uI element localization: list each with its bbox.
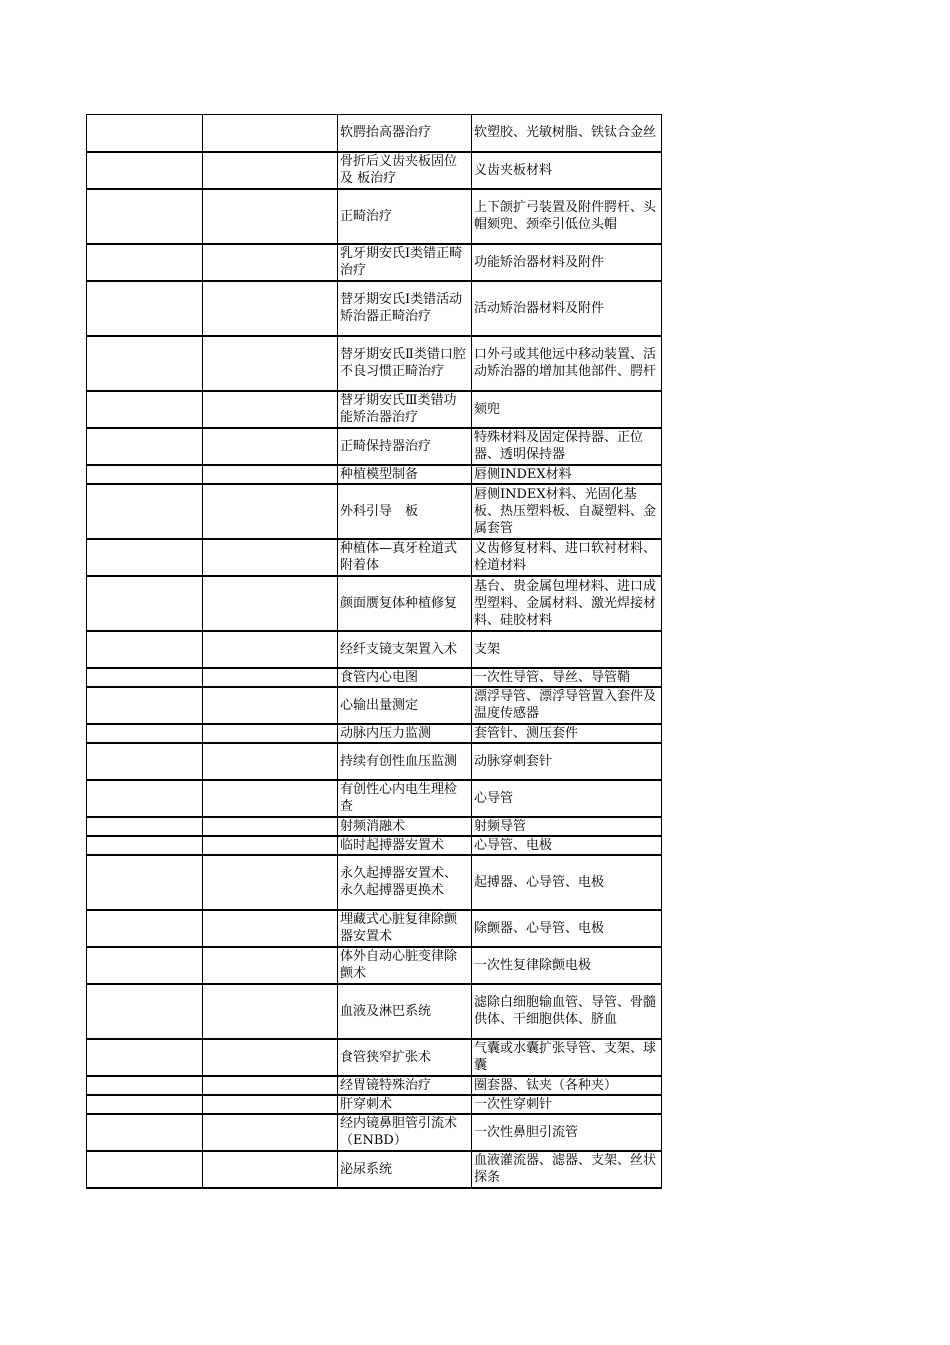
material-cell — [472, 947, 662, 984]
table-row — [87, 1114, 662, 1151]
item-name-text: 乳牙期安氏Ⅰ类错正畸治疗 — [340, 246, 463, 278]
item-name-text: 肝穿刺术 — [340, 1096, 393, 1112]
material-text: 起搏器、心导管、电极 — [474, 874, 605, 890]
blank-cell — [87, 817, 203, 836]
material-text: 口外弓或其他远中移动装置、活动矫治器的增加其他部件、腭杆 — [474, 347, 657, 379]
blank-cell — [87, 984, 203, 1039]
table-row — [87, 336, 662, 391]
item-name-cell — [338, 780, 472, 817]
table-row — [87, 817, 662, 836]
blank-cell — [203, 428, 338, 465]
table-row — [87, 780, 662, 817]
table-row — [87, 984, 662, 1039]
blank-cell — [203, 152, 338, 189]
blank-cell — [87, 189, 203, 244]
material-cell — [472, 281, 662, 336]
fee-item-table — [86, 114, 662, 1189]
blank-cell — [203, 724, 338, 743]
blank-cell — [203, 465, 338, 484]
material-cell — [472, 484, 662, 539]
material-cell — [472, 465, 662, 484]
item-name-text: 动脉内压力监测 — [340, 725, 432, 741]
item-name-text: 心输出量测定 — [340, 697, 419, 713]
blank-cell — [87, 152, 203, 189]
material-cell — [472, 1151, 662, 1188]
item-name-text: 食管狭窄扩张术 — [340, 1049, 432, 1065]
item-name-cell — [338, 743, 472, 780]
item-name-cell — [338, 152, 472, 189]
material-text: 上下颌扩弓装置及附件腭杆、头帽颏兜、颈牵引低位头帽 — [474, 200, 657, 232]
blank-cell — [87, 465, 203, 484]
material-text: 一次性复律除颤电极 — [474, 957, 592, 973]
blank-cell — [87, 668, 203, 687]
blank-cell — [87, 1114, 203, 1151]
material-cell — [472, 817, 662, 836]
material-cell — [472, 836, 662, 855]
material-cell — [472, 855, 662, 910]
blank-cell — [203, 984, 338, 1039]
table-body — [87, 115, 662, 1188]
blank-cell — [203, 780, 338, 817]
material-text: 除颤器、心导管、电极 — [474, 920, 605, 936]
item-name-cell — [338, 687, 472, 724]
blank-cell — [203, 631, 338, 668]
item-name-cell — [338, 391, 472, 428]
item-name-text: 经胃镜特殊治疗 — [340, 1077, 432, 1093]
item-name-text: 经内镜鼻胆管引流术（ENBD） — [340, 1116, 458, 1148]
item-name-text: 食管内心电图 — [340, 669, 419, 685]
blank-cell — [87, 428, 203, 465]
material-cell — [472, 668, 662, 687]
item-name-cell — [338, 189, 472, 244]
item-name-cell — [338, 1114, 472, 1151]
item-name-text: 有创性心内电生理检查 — [340, 782, 458, 814]
material-text: 义齿夹板材料 — [474, 162, 553, 178]
blank-cell — [203, 836, 338, 855]
item-name-cell — [338, 947, 472, 984]
blank-cell — [203, 1095, 338, 1114]
blank-cell — [87, 780, 203, 817]
table-row — [87, 1151, 662, 1188]
item-name-cell — [338, 244, 472, 281]
blank-cell — [87, 836, 203, 855]
item-name-text: 骨折后义齿夹板固位及 板治疗 — [340, 154, 458, 186]
table-row — [87, 539, 662, 576]
item-name-cell — [338, 984, 472, 1039]
item-name-cell — [338, 1151, 472, 1188]
material-cell — [472, 115, 662, 152]
material-cell — [472, 724, 662, 743]
item-name-cell — [338, 910, 472, 947]
item-name-cell — [338, 576, 472, 631]
item-name-cell — [338, 631, 472, 668]
material-cell — [472, 910, 662, 947]
item-name-text: 血液及淋巴系统 — [340, 1003, 432, 1019]
item-name-text: 埋藏式心脏复律除颤器安置术 — [340, 912, 458, 944]
blank-cell — [87, 391, 203, 428]
material-text: 特殊材料及固定保持器、正位器、透明保持器 — [474, 430, 644, 462]
blank-cell — [203, 1076, 338, 1095]
item-name-text: 经纤支镜支架置入术 — [340, 641, 458, 657]
material-text: 一次性鼻胆引流管 — [474, 1124, 579, 1140]
blank-cell — [203, 1114, 338, 1151]
table-row — [87, 244, 662, 281]
material-text: 动脉穿刺套针 — [474, 753, 553, 769]
blank-cell — [203, 391, 338, 428]
material-text: 漂浮导管、漂浮导管置入套件及温度传感器 — [474, 689, 657, 721]
table-row — [87, 668, 662, 687]
material-cell — [472, 428, 662, 465]
table-row — [87, 391, 662, 428]
material-text: 基台、贵金属包埋材料、进口成型塑料、金属材料、激光焊接材料、硅胶材料 — [474, 578, 657, 628]
material-cell — [472, 743, 662, 780]
material-cell — [472, 189, 662, 244]
blank-cell — [87, 576, 203, 631]
material-text: 血液灌流器、滤器、支架、丝状探条 — [474, 1153, 657, 1185]
blank-cell — [87, 855, 203, 910]
material-text: 功能矫治器材料及附件 — [474, 254, 605, 270]
item-name-text: 颜面赝复体种植修复 — [340, 595, 458, 611]
item-name-cell — [338, 465, 472, 484]
item-name-text: 替牙期安氏Ⅱ类错口腔不良习惯正畸治疗 — [340, 347, 466, 379]
material-text: 一次性穿刺针 — [474, 1096, 553, 1112]
material-text: 滤除白细胞输血管、导管、骨髓供体、干细胞供体、脐血 — [474, 995, 657, 1027]
item-name-cell — [338, 281, 472, 336]
blank-cell — [203, 115, 338, 152]
material-cell — [472, 1039, 662, 1076]
table-row — [87, 910, 662, 947]
item-name-cell — [338, 1076, 472, 1095]
item-name-cell — [338, 836, 472, 855]
material-cell — [472, 539, 662, 576]
item-name-cell — [338, 115, 472, 152]
item-name-text: 永久起搏器安置术、永久起搏器更换术 — [340, 866, 458, 898]
blank-cell — [87, 484, 203, 539]
material-text: 颏兜 — [474, 401, 501, 417]
blank-cell — [87, 687, 203, 724]
table-row — [87, 743, 662, 780]
item-name-text: 临时起搏器安置术 — [340, 837, 445, 853]
item-name-cell — [338, 336, 472, 391]
material-cell — [472, 687, 662, 724]
item-name-cell — [338, 855, 472, 910]
material-cell — [472, 1076, 662, 1095]
item-name-cell — [338, 1095, 472, 1114]
item-name-text: 外科引导 板 — [340, 503, 419, 519]
blank-cell — [203, 855, 338, 910]
blank-cell — [203, 484, 338, 539]
blank-cell — [87, 743, 203, 780]
material-cell — [472, 576, 662, 631]
table-row — [87, 631, 662, 668]
material-text: 软塑胶、光敏树脂、铁钛合金丝 — [474, 125, 657, 141]
material-text: 唇侧INDEX材料、光固化基板、热压塑料板、自凝塑料、金属套管 — [474, 486, 657, 536]
table-row — [87, 1039, 662, 1076]
blank-cell — [87, 539, 203, 576]
item-name-text: 种植模型制备 — [340, 466, 419, 482]
item-name-cell — [338, 428, 472, 465]
item-name-text: 正畸治疗 — [340, 208, 393, 224]
blank-cell — [87, 281, 203, 336]
item-name-text: 替牙期安氏Ⅰ类错活动矫治器正畸治疗 — [340, 292, 463, 324]
blank-cell — [87, 631, 203, 668]
table-row — [87, 428, 662, 465]
blank-cell — [87, 1151, 203, 1188]
item-name-cell — [338, 668, 472, 687]
material-text: 活动矫治器材料及附件 — [474, 300, 605, 316]
blank-cell — [203, 947, 338, 984]
table-row — [87, 687, 662, 724]
blank-cell — [203, 576, 338, 631]
blank-cell — [203, 189, 338, 244]
material-cell — [472, 1114, 662, 1151]
material-text: 心导管 — [474, 790, 514, 806]
material-text: 圈套器、钛夹（各种夹） — [474, 1077, 618, 1093]
blank-cell — [203, 817, 338, 836]
item-name-cell — [338, 1039, 472, 1076]
item-name-text: 持续有创性血压监测 — [340, 753, 458, 769]
material-text: 唇侧INDEX材料 — [474, 466, 572, 482]
table-row — [87, 1095, 662, 1114]
item-name-text: 射频消融术 — [340, 818, 406, 834]
item-name-text: 正畸保持器治疗 — [340, 438, 432, 454]
table-row — [87, 836, 662, 855]
material-text: 心导管、电极 — [474, 837, 553, 853]
blank-cell — [87, 910, 203, 947]
item-name-text: 体外自动心脏变律除颤术 — [340, 949, 458, 981]
material-text: 射频导管 — [474, 818, 527, 834]
table-row — [87, 947, 662, 984]
blank-cell — [203, 539, 338, 576]
item-name-cell — [338, 539, 472, 576]
item-name-cell — [338, 484, 472, 539]
blank-cell — [203, 281, 338, 336]
item-name-text: 软腭抬高器治疗 — [340, 125, 432, 141]
material-text: 一次性导管、导丝、导管鞘 — [474, 669, 631, 685]
table-row — [87, 281, 662, 336]
material-cell — [472, 336, 662, 391]
material-cell — [472, 984, 662, 1039]
blank-cell — [203, 687, 338, 724]
blank-cell — [87, 244, 203, 281]
blank-cell — [87, 336, 203, 391]
material-text: 义齿修复材料、进口软衬材料、栓道材料 — [474, 541, 657, 573]
material-text: 气囊或水囊扩张导管、支架、球囊 — [474, 1041, 657, 1073]
table-row — [87, 152, 662, 189]
item-name-cell — [338, 817, 472, 836]
table-row — [87, 576, 662, 631]
item-name-text: 替牙期安氏Ⅲ类错功能矫治器治疗 — [340, 393, 457, 425]
table-row — [87, 484, 662, 539]
material-cell — [472, 391, 662, 428]
item-name-cell — [338, 724, 472, 743]
material-cell — [472, 244, 662, 281]
item-name-text: 泌尿系统 — [340, 1161, 393, 1177]
material-text: 套管针、测压套件 — [474, 725, 579, 741]
blank-cell — [203, 336, 338, 391]
blank-cell — [87, 1076, 203, 1095]
blank-cell — [203, 1151, 338, 1188]
blank-cell — [87, 1039, 203, 1076]
table-row — [87, 115, 662, 152]
blank-cell — [87, 115, 203, 152]
table-row — [87, 189, 662, 244]
table-row — [87, 724, 662, 743]
table-row — [87, 855, 662, 910]
blank-cell — [87, 724, 203, 743]
material-cell — [472, 152, 662, 189]
material-text: 支架 — [474, 641, 501, 657]
table-row — [87, 1076, 662, 1095]
table-row — [87, 465, 662, 484]
item-name-text: 种植体—真牙栓道式附着体 — [340, 541, 458, 573]
blank-cell — [203, 1039, 338, 1076]
blank-cell — [203, 910, 338, 947]
blank-cell — [203, 244, 338, 281]
blank-cell — [87, 947, 203, 984]
blank-cell — [203, 743, 338, 780]
material-cell — [472, 1095, 662, 1114]
blank-cell — [203, 668, 338, 687]
material-cell — [472, 631, 662, 668]
material-cell — [472, 780, 662, 817]
blank-cell — [87, 1095, 203, 1114]
